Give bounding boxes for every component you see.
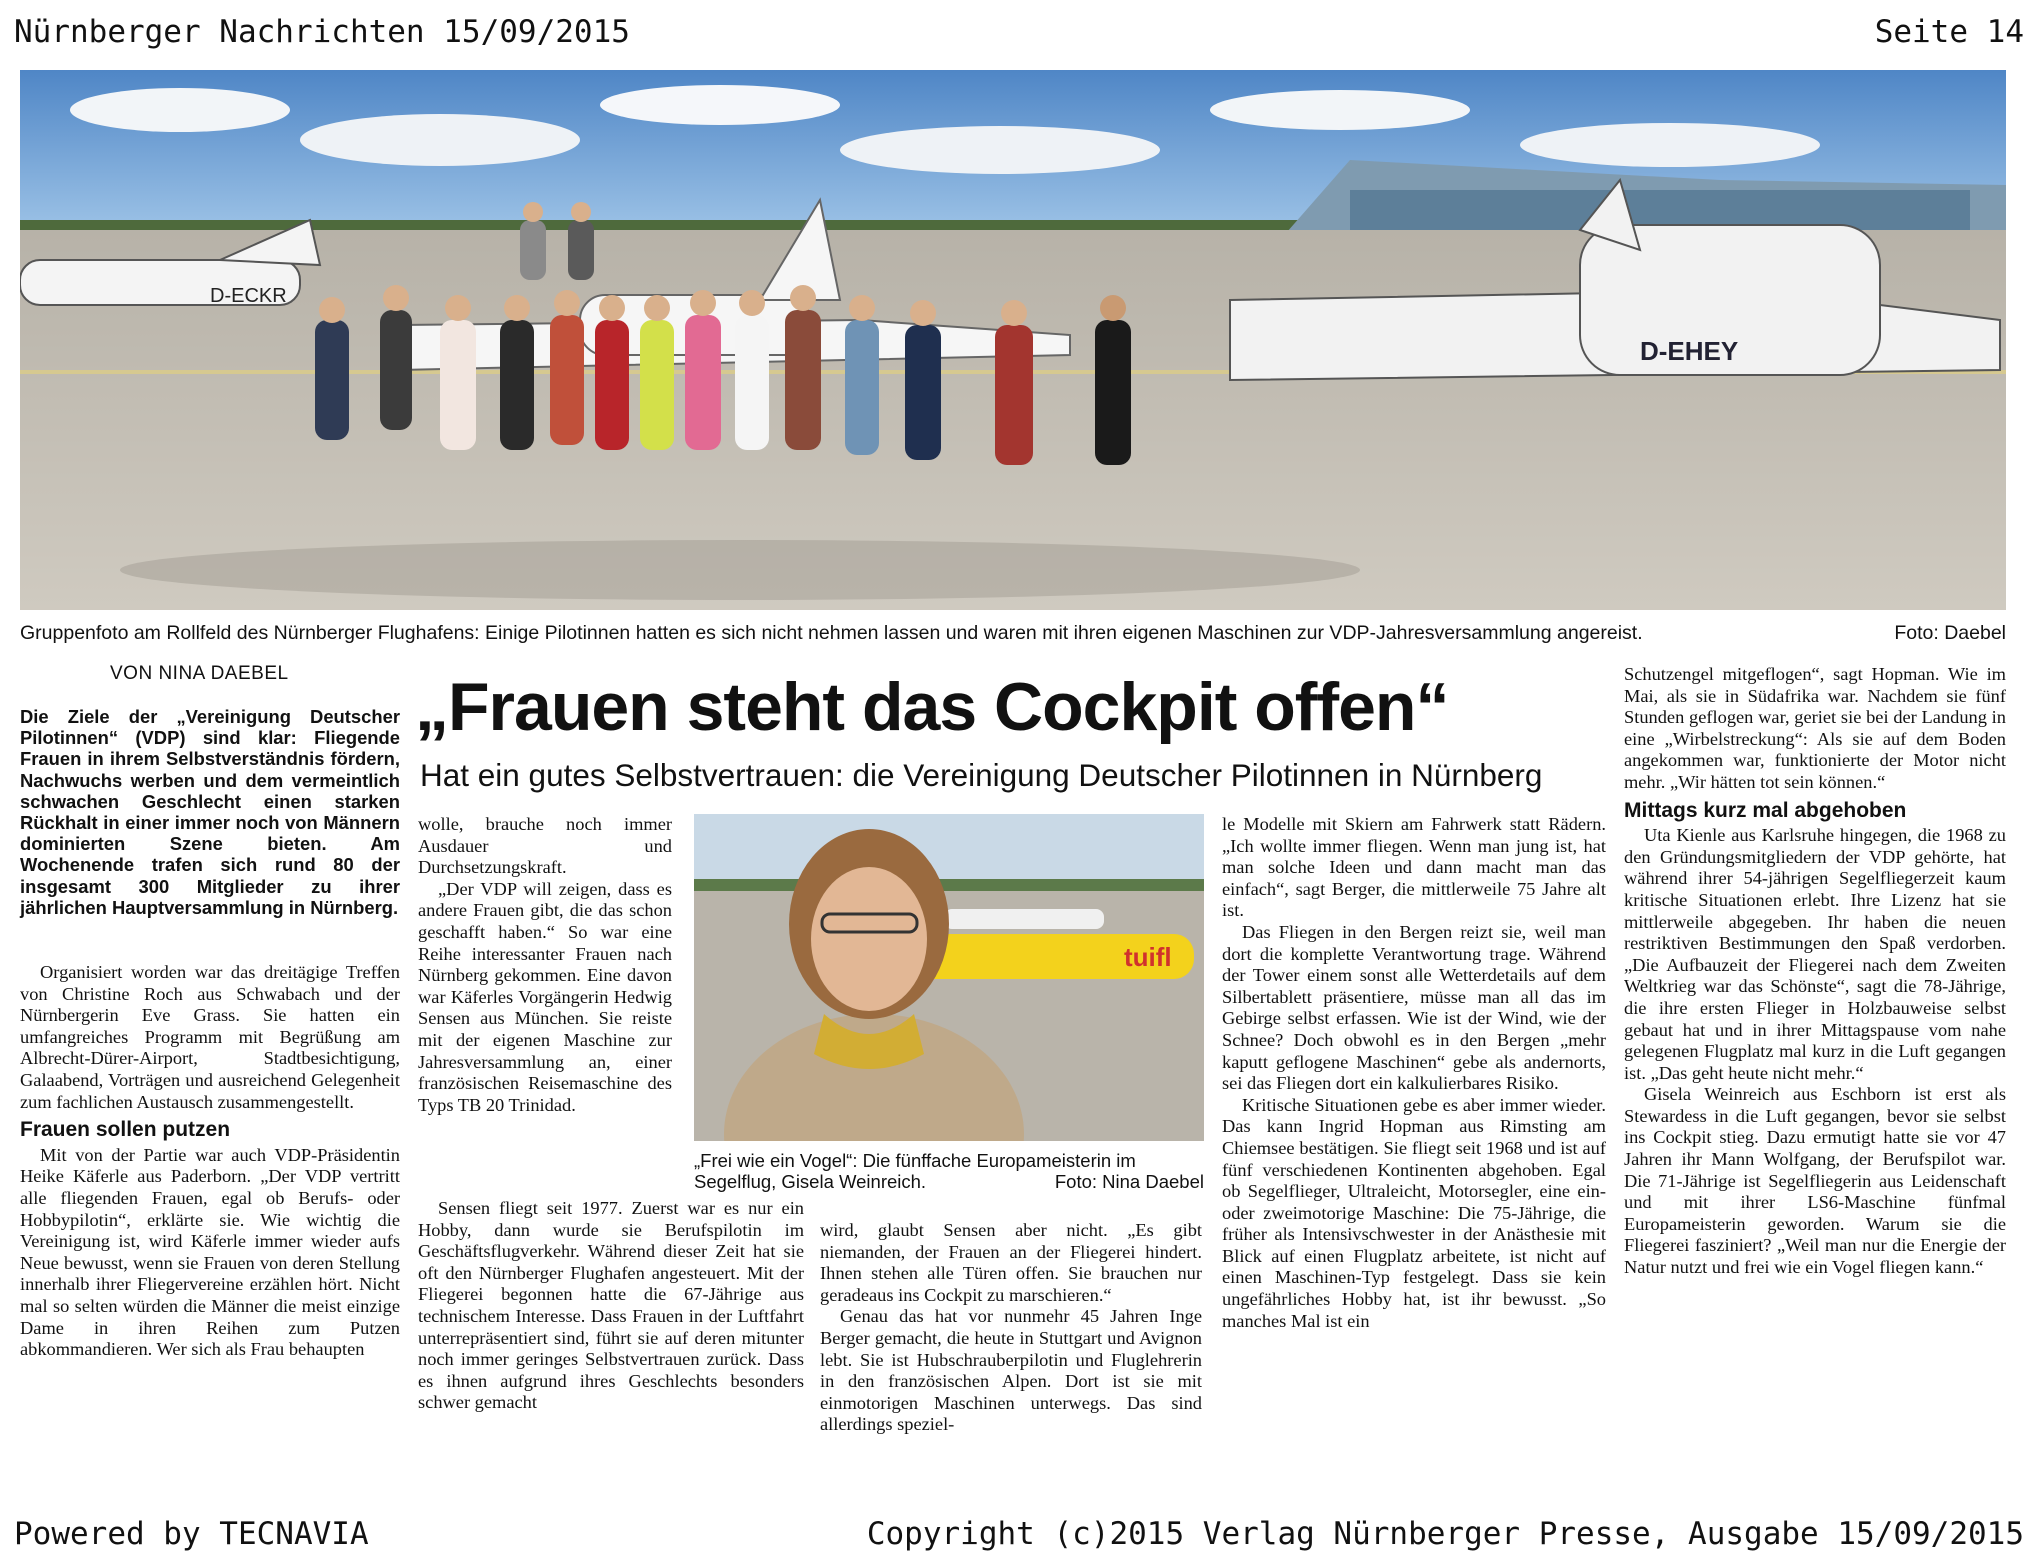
column-1 (20, 962, 400, 1361)
section-heading: Frauen sollen putzen (20, 1118, 231, 1142)
photo-caption (20, 622, 2006, 645)
inset-caption-text: „Frei wie ein Vogel“: Die fünffache Europameisterin im Segelflug, Gisela Weinreich. (694, 1150, 1136, 1192)
lead-paragraph: Die Ziele der „Vereinigung Deutscher Pilotinnen“ (VDP) sind klar: Fliegende Frauen in ihrem Selbstverständnis fördern, Nachwuchs werben und dem vermeintlich schwachen Geschlecht einen starken Rückhalt in einer immer noch von Männern dominierten Szene bieten. Am Wochenende trafen sich rund 80 der insgesamt 300 Mitglieder zu ihrer jährlichen Hauptversammlung in Nürnberg. (20, 706, 400, 918)
paragraph: Organisiert worden war das dreitägige Treffen von Christine Roch aus Schwabach und der Nürnbergerin Eve Grass. Sie hatten ein umfangreiches Programm mit Begrüßung am Albrecht-Dürer-Airport, Stadtbesichtigung, Galaabend, Vorträgen und ausreichend Gelegenheit zum fachlichen Austausch zusammengestellt. (20, 962, 400, 1112)
page-number: Seite 14 (1874, 14, 2024, 50)
paragraph: wird, glaubt Sensen aber nicht. „Es gibt niemanden, der Frauen an der Fliegerei hindert. Ihnen stehen alle Türen offen. Sie brauchen nur geradeaus ins Cockpit zu marschieren.“ (820, 1220, 1202, 1305)
plane-livery-text: tuifl (1124, 942, 1172, 972)
paragraph: Genau das hat vor nunmehr 45 Jahren Inge Berger gemacht, die heute in Stuttgart und Avignon lebt. Sie ist Hubschrauberpilotin und Fluglehrerin in den französischen Alpen. Dort ist sie mit einmotorigen Maschinen unterwegs. Das sind allerdings speziel- (820, 1306, 1202, 1435)
plane-registration-right: D-EHEY (1640, 336, 1739, 366)
paragraph: Das Fliegen in den Bergen reizt sie, weil man dort die komplette Verantwortung trage. Während der Tower einem sonst alle Wetterdetails auf dem Silbertablett präsentiere, müsse man all das im Gebirge selbst erfassen. Wie ist der Wind, wie der Schnee? Doch obwohl es in den Bergen „mehr kaputt geflogene Maschinen“ gebe als andernorts, sei das Fliegen dort ein kalkulierbares Risiko. (1222, 921, 1606, 1094)
inset-photo (694, 814, 1204, 1141)
publication-header: Nürnberger Nachrichten 15/09/2015 (14, 14, 630, 50)
portrait-illustration (694, 814, 1204, 1141)
airfield-photo-illustration (20, 70, 2006, 610)
column-3 (820, 1220, 1202, 1436)
photo-credit: Foto: Daebel (1894, 622, 2006, 644)
paragraph: Schutzengel mitgeflogen“, sagt Hopman. Wie im Mai, als sie in Südafrika war. Nachdem sie fünf Stunden geflogen war, geriet sie bei der Landung in eine „Wirbelstreckung“: Als sie auf dem Boden angekommen war, funktionierte der Motor nicht mehr. „Wir hätten tot sein können.“ (1624, 664, 2006, 792)
headline: „Frauen steht das Cockpit offen“ (415, 669, 1449, 745)
paragraph: wolle, brauche noch immer Ausdauer und Durchsetzungskraft. (418, 814, 672, 878)
column-2 (418, 814, 672, 1116)
paragraph: „Der VDP will zeigen, dass es andere Frauen gibt, die das schon geschafft haben.“ So war eine Reihe interessanter Frauen nach Nürnberg gekommen. Eine davon war Käferles Vorgängerin Hedwig Sensen aus München. Sie reiste mit der eigenen Maschine zur Jahresversammlung an, einer französischen Reisemaschine des Typs TB 20 Trinidad. (418, 878, 672, 1115)
paragraph: Gisela Weinreich aus Eschborn ist erst als Stewardess in die Luft gegangen, bevor sie selbst ins Cockpit stieg. Dazu ermutigt hatte sie vor 47 Jahren ihr Mann Wolfgang, der Berufspilot war. Die 71-Jährige ist Segelfliegerin aus Leidenschaft und mit ihrer LS6-Maschine fünfmal Europameisterin geworden. Warum sie die Fliegerei fasziniert? „Weil man nur die Energie der Natur nutzt und frei wie ein Vogel fliegen kann.“ (1624, 1084, 2006, 1278)
group-photo (20, 70, 2006, 610)
paragraph: Mit von der Partie war auch VDP-Präsidentin Heike Käferle aus Paderborn. „Der VDP vertritt alle fliegenden Frauen, egal ob Berufs- oder Hobbypilotin“, erklärte sie. Wie wichtig die Vereinigung ist, wird Käferle immer wieder aufs Neue bewusst, wenn sie Frauen von deren Stellung innerhalb ihrer Fliegervereine erzählen hört. Nicht mal so selten würden die Männer die meist einzige Dame in ihren Reihen zum Putzen abkommandieren. Wer sich als Frau behaupten (20, 1144, 400, 1360)
copyright-notice: Copyright (c)2015 Verlag Nürnberger Presse, Ausgabe 15/09/2015 (866, 1516, 2024, 1552)
photo-caption-text: Gruppenfoto am Rollfeld des Nürnberger Flughafens: Einige Pilotinnen hatten es sich nicht nehmen lassen und waren mit ihren eigenen Maschinen zur VDP-Jahresversammlung angereist. (20, 622, 1643, 644)
paragraph: Sensen fliegt seit 1977. Zuerst war es nur ein Hobby, dann wurde sie Berufspilotin im Geschäftsflugverkehr. Während dieser Zeit hat sie oft den Nürnberger Flughafen angesteuert. Mit der Fliegerei begonnen hatte die 67-Jährige aus technischem Interesse. Dass Frauen in der Luftfahrt unterrepräsentiert sind, führt sie auf deren mitunter noch immer geringes Selbstvertrauen zurück. Dass es ihnen aufgrund ihres Geschlechts besonders schwer gemacht (418, 1198, 804, 1413)
byline: VON NINA DAEBEL (110, 663, 289, 684)
section-heading: Mittags kurz mal abgehoben (1624, 798, 1907, 822)
subheadline: Hat ein gutes Selbstvertrauen: die Vereinigung Deutscher Pilotinnen in Nürnberg (420, 757, 1543, 793)
inset-credit: Foto: Nina Daebel (1054, 1171, 1204, 1192)
paragraph: le Modelle mit Skiern am Fahrwerk statt Rädern. „Ich wollte immer fliegen. Wenn man jung ist, hat man solche Ideen und dann macht man das einfach“, sagt Berger, die mittlerweile 75 Jahre alt ist. (1222, 814, 1606, 921)
column-5 (1624, 664, 2006, 1279)
inset-caption (694, 1150, 1214, 1192)
powered-by: Powered by TECNAVIA (14, 1516, 369, 1552)
paragraph: Uta Kienle aus Karlsruhe hingegen, die 1968 zu den Gründungsmitgliedern der VDP gehörte, hat während ihrer 54-jährigen Segelfliegerzeit kaum kritische Situationen erlebt. Ihre Lizenz hat sie mittlerweile abgegeben. Ihr haben die neuen restriktiven Bestimmungen den Spaß verdorben. „Die Aufbauzeit der Fliegerei nach dem Zweiten Weltkrieg war das Schönste“, sagt die 78-Jährige, die ihre ersten Flieger in Holzbauweise selbst gebaut hat und in ihrer Mittagspause vom nahe gelegenen Flugplatz mal kurz in die Luft gegangen ist. „Das geht heute nicht mehr.“ (1624, 825, 2006, 1083)
paragraph: Kritische Situationen gebe es aber immer wieder. Das kann Ingrid Hopman aus Rimsting am Chiemsee bestätigen. Sie fliegt seit 1968 und ist auf fünf verschiedenen Kontinenten abgehoben. Egal ob Segelflieger, Ultraleicht, Motorsegler, eine ein- oder zweimotorige Maschine: Die 75-Jährige, die früher als Intensivschwester in der Anästhesie mit Blick auf einen Flugplatz arbeitete, ist nicht auf einen Maschinen-Typ festgelegt. Dass sie kein ungefährliches Hobby hat, ist ihr bewusst. „So manches Mal ist ein (1222, 1094, 1606, 1331)
column-4 (1222, 814, 1606, 1332)
column-2-bottom (418, 1198, 804, 1414)
plane-registration-left: D-ECKR (210, 285, 287, 307)
